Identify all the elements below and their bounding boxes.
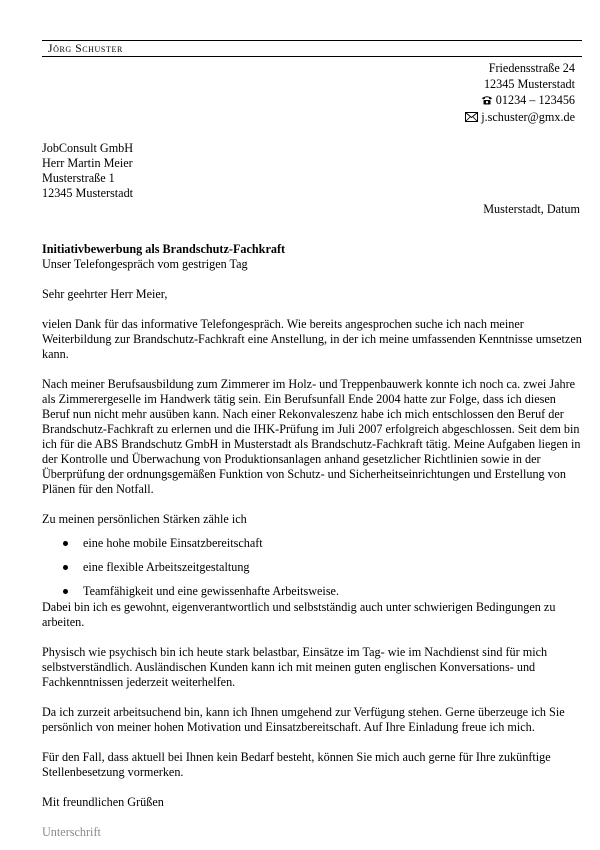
paragraph-strengths-intro: Zu meinen persönlichen Stärken zähle ich [42,512,247,526]
signature-placeholder: Unterschrift [42,825,101,839]
sender-address [465,60,575,126]
strengths-list [42,535,582,600]
paragraph-resilience: Physisch wie psychisch bin ich heute stark belastbar, Einsätze im Tag- wie im Nachdienst sind für mich selbstverständlich. Ausländischen Kunden kann ich mit meinen guten englischen Konversations- und Fachkenntnissen jederzeit weiterhelfen. [42,645,548,689]
recipient-company: JobConsult GmbH [42,141,134,155]
bullet-icon [63,541,68,546]
paragraph-background: Nach meiner Berufsausbildung zum Zimmerer im Holz- und Treppenbauwerk konnte ich noch ca. zwei Jahre als Zimmerergeselle im Handwerk tätig sein. Ein Berufsunfall Ende 2004 hatte zur Folge, dass ich diesen Beruf nun nicht mehr ausüben kann. Nach einer Rekonvaleszenz habe ich mich entschlossen den Beruf der Brandschutz-Fachkraft zu erlernen und die IHK-Prüfung im Juli 2007 erfolgreich abgeschlossen. Seit dem bin ich für die ABS Brandschutz GmbH in Musterstadt als Brandschutz-Fachkraft tätig. Meine Aufgaben liegen in der Kontrolle und Überwachung von Produktionsanlagen anhand gesetzlicher Richtlinien sowie in der Überprüfung der ordnungsgemäßen Funktion von Schutz- und Sicherheitseinrichtungen und Erstellung von Plänen für den Notfall. [42,377,581,496]
sender-phone-row [465,92,575,109]
list-item [42,535,582,559]
place-date: Musterstadt, Datum [483,202,580,216]
list-item [42,583,582,600]
subject-line: Initiativbewerbung als Brandschutz-Fachkraft [42,242,286,256]
bullet-icon [63,589,68,594]
closing: Mit freundlichen Grüßen [42,795,164,809]
sender-name: Jörg Schuster [48,43,123,55]
sender-email: j.schuster@gmx.de [481,110,575,125]
recipient-address [42,141,133,201]
recipient-person: Herr Martin Meier [42,156,133,170]
sender-email-row [465,109,575,126]
header-rule-top [42,40,582,41]
strength-text: eine hohe mobile Einsatzbereitschaft [83,536,263,550]
sender-phone: 01234 – 123456 [495,93,575,107]
recipient-street: Musterstraße 1 [42,171,115,185]
letter-body [42,242,582,840]
sender-city: 12345 Musterstadt [483,77,575,91]
paragraph-intro: vielen Dank für das informative Telefongespräch. Wie bereits angesprochen suche ich nach meiner Weiterbildung zur Brandschutz-Fachkraft eine Anstellung, in der ich meine umfassenden Kenntnisse umsetzen kann. [42,317,582,361]
envelope-icon [465,110,478,126]
paragraph-availability: Da ich zurzeit arbeitsuchend bin, kann ich Ihnen umgehend zur Verfügung stehen. Gerne überzeuge ich Sie persönlich von meiner hohen Motivation und Einsatzbereitschaft. Auf Ihre Einladung freue ich mich. [42,705,565,734]
strength-text: eine flexible Arbeitszeitgestaltung [83,560,250,574]
subject-reference: Unser Telefongespräch vom gestrigen Tag [42,257,248,271]
salutation: Sehr geehrter Herr Meier, [42,287,168,301]
bullet-icon [63,565,68,570]
list-item [42,559,582,583]
sender-street: Friedensstraße 24 [488,61,575,75]
recipient-city: 12345 Musterstadt [42,186,134,200]
strength-text: Teamfähigkeit und eine gewissenhafte Arbeitsweise. [83,584,340,598]
header-rule-bottom [42,56,582,57]
paragraph-future: Für den Fall, dass aktuell bei Ihnen kein Bedarf besteht, können Sie mich auch gerne für Ihre zukünftige Stellenbesetzung vormerken. [42,750,551,779]
paragraph-work-style: Dabei bin ich es gewohnt, eigenverantwortlich und selbstständig auch unter schwierigen Bedingungen zu arbeiten. [42,600,556,629]
telephone-icon [481,93,493,109]
